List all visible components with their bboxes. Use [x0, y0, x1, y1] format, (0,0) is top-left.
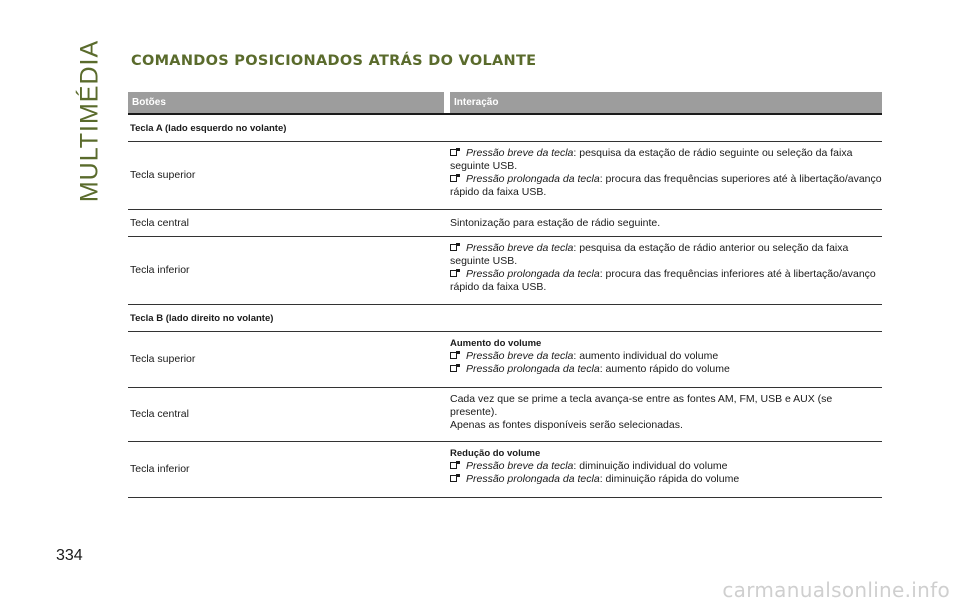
table-row — [128, 210, 882, 237]
section-tecla-b: Tecla B (lado direito no volante) — [128, 305, 882, 332]
table-row — [128, 237, 882, 305]
row-label: Tecla inferior — [130, 463, 190, 475]
list-item — [450, 268, 882, 294]
button-press-icon — [450, 351, 461, 360]
row-heading: Redução do volume — [450, 448, 541, 459]
button-press-icon — [450, 269, 461, 278]
row-interaction — [450, 237, 882, 304]
item-text: : procura das frequências superiores até à libertação/avanço rápido da faixa USB. — [450, 173, 882, 198]
item-text: : procura das frequências inferiores até à libertação/avanço rápido da faixa USB. — [450, 268, 876, 293]
page-title: COMANDOS POSICIONADOS ATRÁS DO VOLANTE — [131, 53, 537, 69]
item-emphasis: Pressão breve da tecla — [466, 460, 574, 472]
list-item — [450, 460, 882, 473]
button-press-icon — [450, 461, 461, 470]
item-text: : pesquisa da estação de rádio anterior ou seleção da faixa seguinte USB. — [450, 242, 849, 267]
table-row — [128, 142, 882, 210]
item-text: : aumento individual do volume — [573, 350, 719, 362]
row-interaction — [450, 442, 882, 497]
row-interaction: Sintonização para estação de rádio seguinte. — [450, 216, 661, 229]
item-emphasis: Pressão breve da tecla — [466, 147, 574, 159]
item-emphasis: Pressão breve da tecla — [466, 350, 574, 362]
chapter-side-label — [62, 39, 118, 203]
item-text: : aumento rápido do volume — [599, 363, 730, 375]
item-text: : diminuição individual do volume — [573, 460, 728, 472]
item-emphasis: Pressão prolongada da tecla — [466, 173, 600, 185]
interaction-line: Apenas as fontes disponíveis serão selecionadas. — [450, 419, 683, 431]
row-interaction — [450, 388, 882, 441]
watermark: carmanualsonline.info — [722, 578, 950, 602]
item-emphasis: Pressão prolongada da tecla — [466, 268, 600, 280]
list-item — [450, 147, 882, 173]
header-interacao: Interação — [450, 92, 882, 113]
row-label: Tecla superior — [130, 353, 196, 365]
row-label: Tecla central — [130, 216, 189, 229]
chapter-side-label-text: MULTIMÉDIA — [75, 39, 104, 203]
list-item — [450, 363, 882, 376]
row-interaction — [450, 142, 882, 209]
row-heading: Aumento do volume — [450, 338, 542, 349]
button-press-icon — [450, 243, 461, 252]
table-header — [128, 92, 882, 115]
button-press-icon — [450, 474, 461, 483]
list-item — [450, 173, 882, 199]
row-label: Tecla superior — [130, 169, 196, 181]
table-row — [128, 388, 882, 442]
section-tecla-a: Tecla A (lado esquerdo no volante) — [128, 115, 882, 142]
list-item — [450, 350, 882, 363]
item-emphasis: Pressão prolongada da tecla — [466, 473, 600, 485]
controls-table — [128, 92, 882, 498]
button-press-icon — [450, 174, 461, 183]
interaction-line: Cada vez que se prime a tecla avança-se entre as fontes AM, FM, USB e AUX (se presente). — [450, 393, 833, 418]
row-interaction — [450, 332, 882, 387]
page-number: 334 — [56, 547, 83, 564]
header-botoes: Botões — [128, 92, 444, 113]
button-press-icon — [450, 364, 461, 373]
list-item — [450, 473, 882, 486]
item-emphasis: Pressão prolongada da tecla — [466, 363, 600, 375]
item-text: : pesquisa da estação de rádio seguinte ou seleção da faixa seguinte USB. — [450, 147, 853, 172]
row-label: Tecla central — [130, 408, 189, 420]
item-text: : diminuição rápida do volume — [599, 473, 740, 485]
table-row — [128, 442, 882, 498]
table-row — [128, 332, 882, 388]
row-label: Tecla inferior — [130, 264, 190, 276]
button-press-icon — [450, 148, 461, 157]
item-emphasis: Pressão breve da tecla — [466, 242, 574, 254]
list-item — [450, 242, 882, 268]
